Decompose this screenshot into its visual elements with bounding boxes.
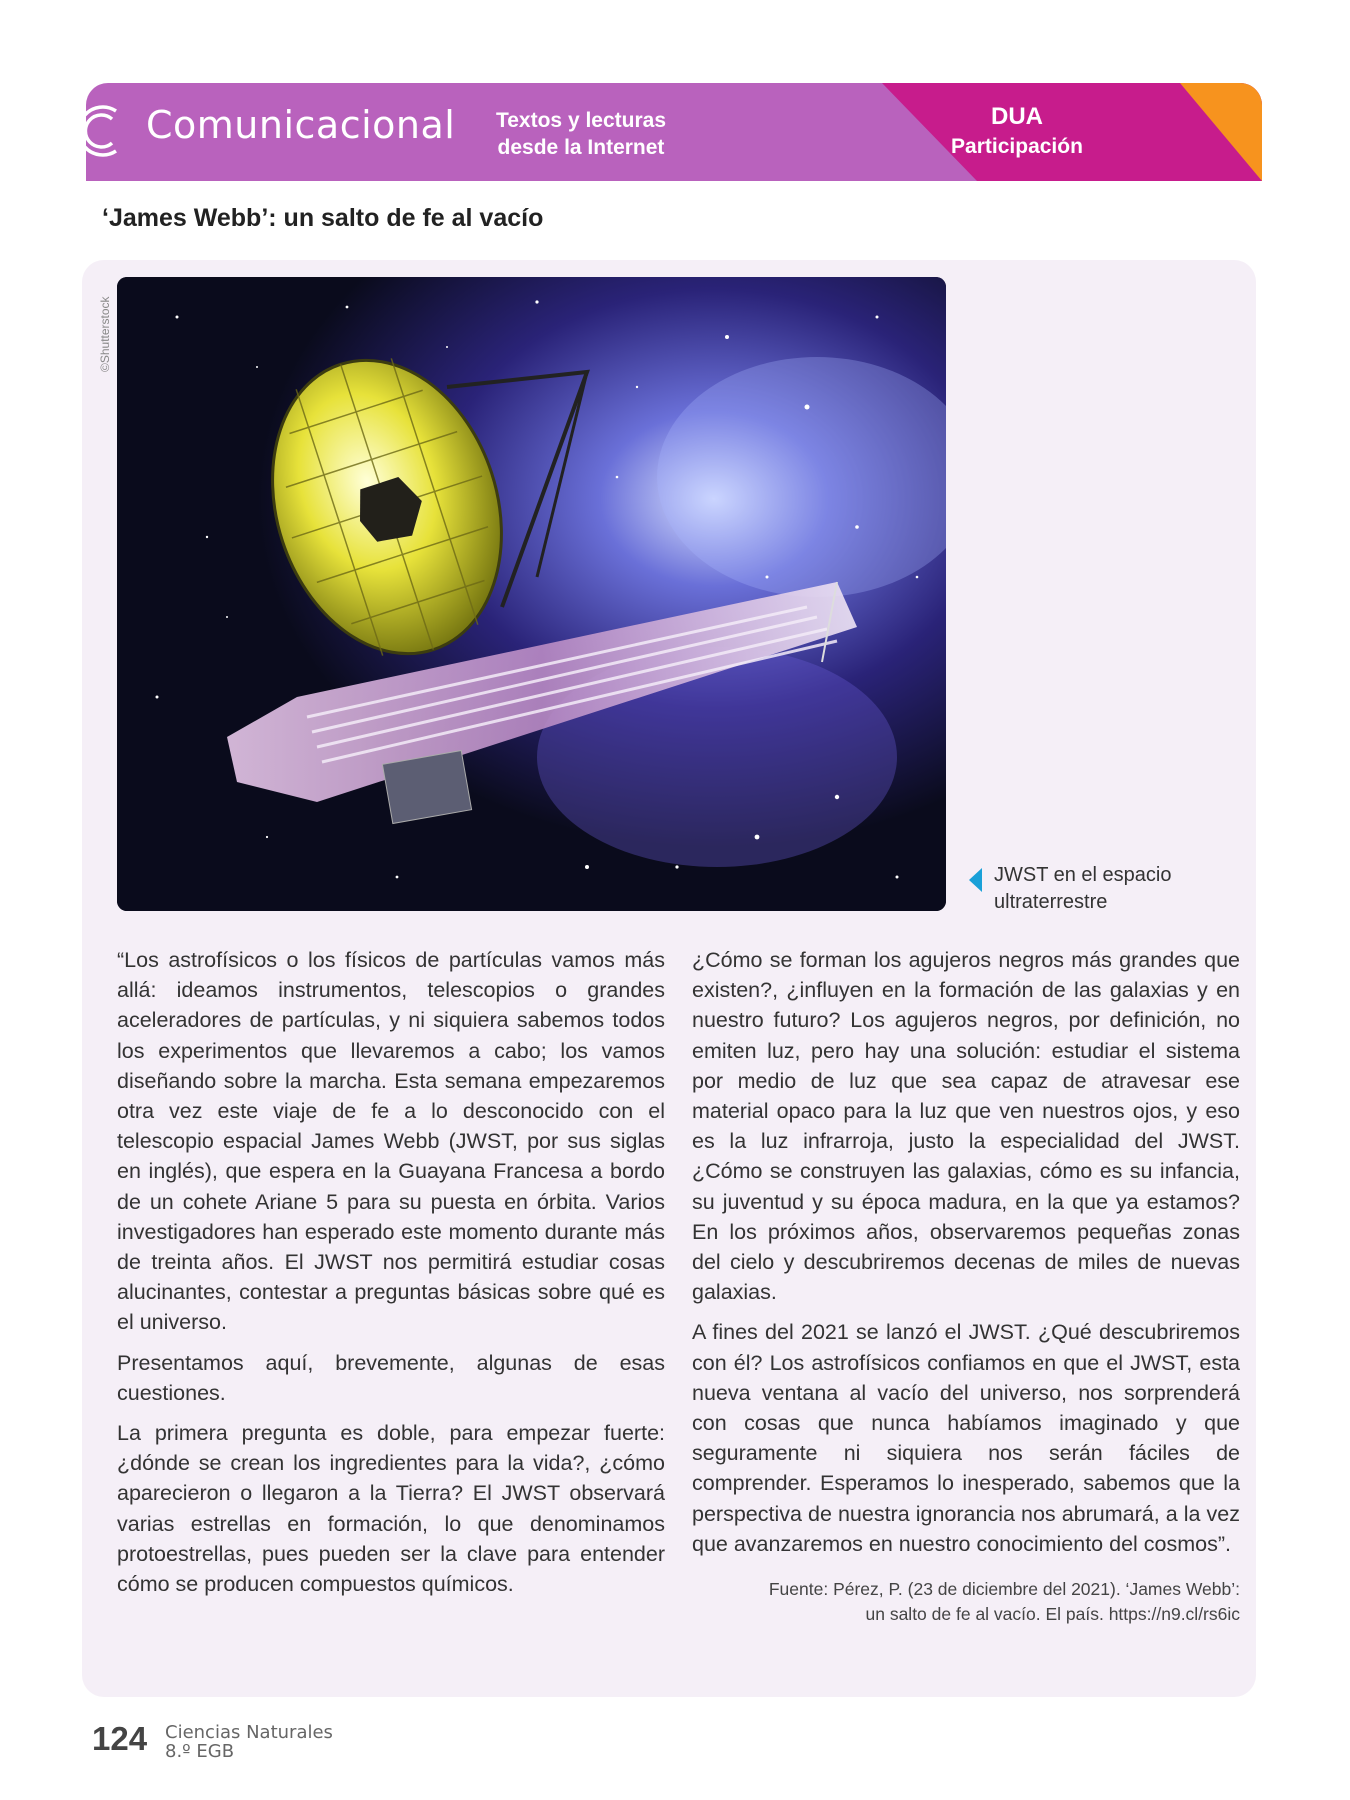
jwst-photo (117, 277, 946, 911)
article-right-column (692, 945, 1240, 1569)
article-left-column (117, 945, 665, 1609)
source-line: un salto de fe al vacío. El país. https://n9.cl/rs6ic (865, 1604, 1240, 1624)
book-info (165, 1723, 333, 1761)
section-banner (86, 83, 1262, 181)
paragraph: La primera pregunta es doble, para empezar fuerte: ¿dónde se crean los ingredientes para la vida?, ¿cómo aparecieron o llegaron a la Tierra? El JWST observará varias estrellas en formación, lo que denominamos protoestrellas, pues pueden ser la clave para entender cómo se producen compuestos químicos. (117, 1421, 665, 1597)
source-line: Fuente: Pérez, P. (23 de diciembre del 2021). ‘James Webb’: (768, 1579, 1240, 1599)
image-caption: JWST en el espacio ultraterrestre (994, 864, 1172, 913)
paragraph: A fines del 2021 se lanzó el JWST. ¿Qué descubriremos con él? Los astrofísicos confiamos en que el JWST, esta nueva ventana al vacío del universo, nos sorprenderá con cosas que nunca habíamos imaginado y que seguramente ni siquiera nos serán fáciles de comprender. Esperamos lo inesperado, sabemos que la perspectiva de nuestra ignorancia nos abrumará, a la vez que avanzaremos en nuestro conocimiento del cosmos”. (692, 1320, 1240, 1556)
dua-subtitle: Participación (951, 135, 1083, 158)
image-credit: ©Shutterstock (98, 296, 112, 372)
page-number: 124 (92, 1720, 148, 1757)
paragraph: “Los astrofísicos o los físicos de partículas vamos más allá: ideamos instrumentos, telescopios o grandes aceleradores de partículas, y ni siquiera sabemos todos los experimentos que llevaremos a cabo; los vamos diseñando sobre la marcha. Esta semana empezaremos otra vez este viaje de fe a lo desconocido con el telescopio espacial James Webb (JWST, por sus siglas en inglés), que espera en la Guayana Francesa a bordo de un cohete Ariane 5 para su puesta en órbita. Varios investigadores han esperado este momento durante más de treinta años. El JWST nos permitirá estudiar cosas alucinantes, contestar a preguntas básicas sobre qué es el universo. (117, 948, 665, 1335)
section-subtitle: Textos y lecturas desde la Internet (495, 109, 667, 159)
section-title: Comunicacional (146, 103, 456, 147)
paragraph: ¿Cómo se forman los agujeros negros más grandes que existen?, ¿influyen en la formación de las galaxias y en nuestro futuro? Los agujeros negros, por definición, no emiten luz, pero hay una solución: estudiar el sistema por medio de luz que sea capaz de atravesar ese material opaco para la luz que ven nuestros ojos, y eso es la luz infrarroja, justo la especialidad del JWST. ¿Cómo se construyen las galaxias, cómo es su infancia, su juventud y su época madura, en la que ya estamos? En los próximos años, observaremos pequeñas zonas del cielo y descubriremos decenas de miles de nuevas galaxias. (692, 948, 1240, 1305)
paragraph: Presentamos aquí, brevemente, algunas de esas cuestiones. (117, 1350, 665, 1405)
comunicacional-logo-icon (86, 101, 128, 161)
book-title: Ciencias Naturales (165, 1722, 333, 1743)
source-citation (692, 1577, 1240, 1627)
book-grade: 8.º EGB (165, 1741, 235, 1762)
dua-title: DUA (991, 103, 1043, 130)
article-title: ‘James Webb’: un salto de fe al vacío (102, 204, 544, 232)
caption-pointer-icon (969, 868, 982, 892)
jwst-telescope-icon (117, 277, 946, 911)
